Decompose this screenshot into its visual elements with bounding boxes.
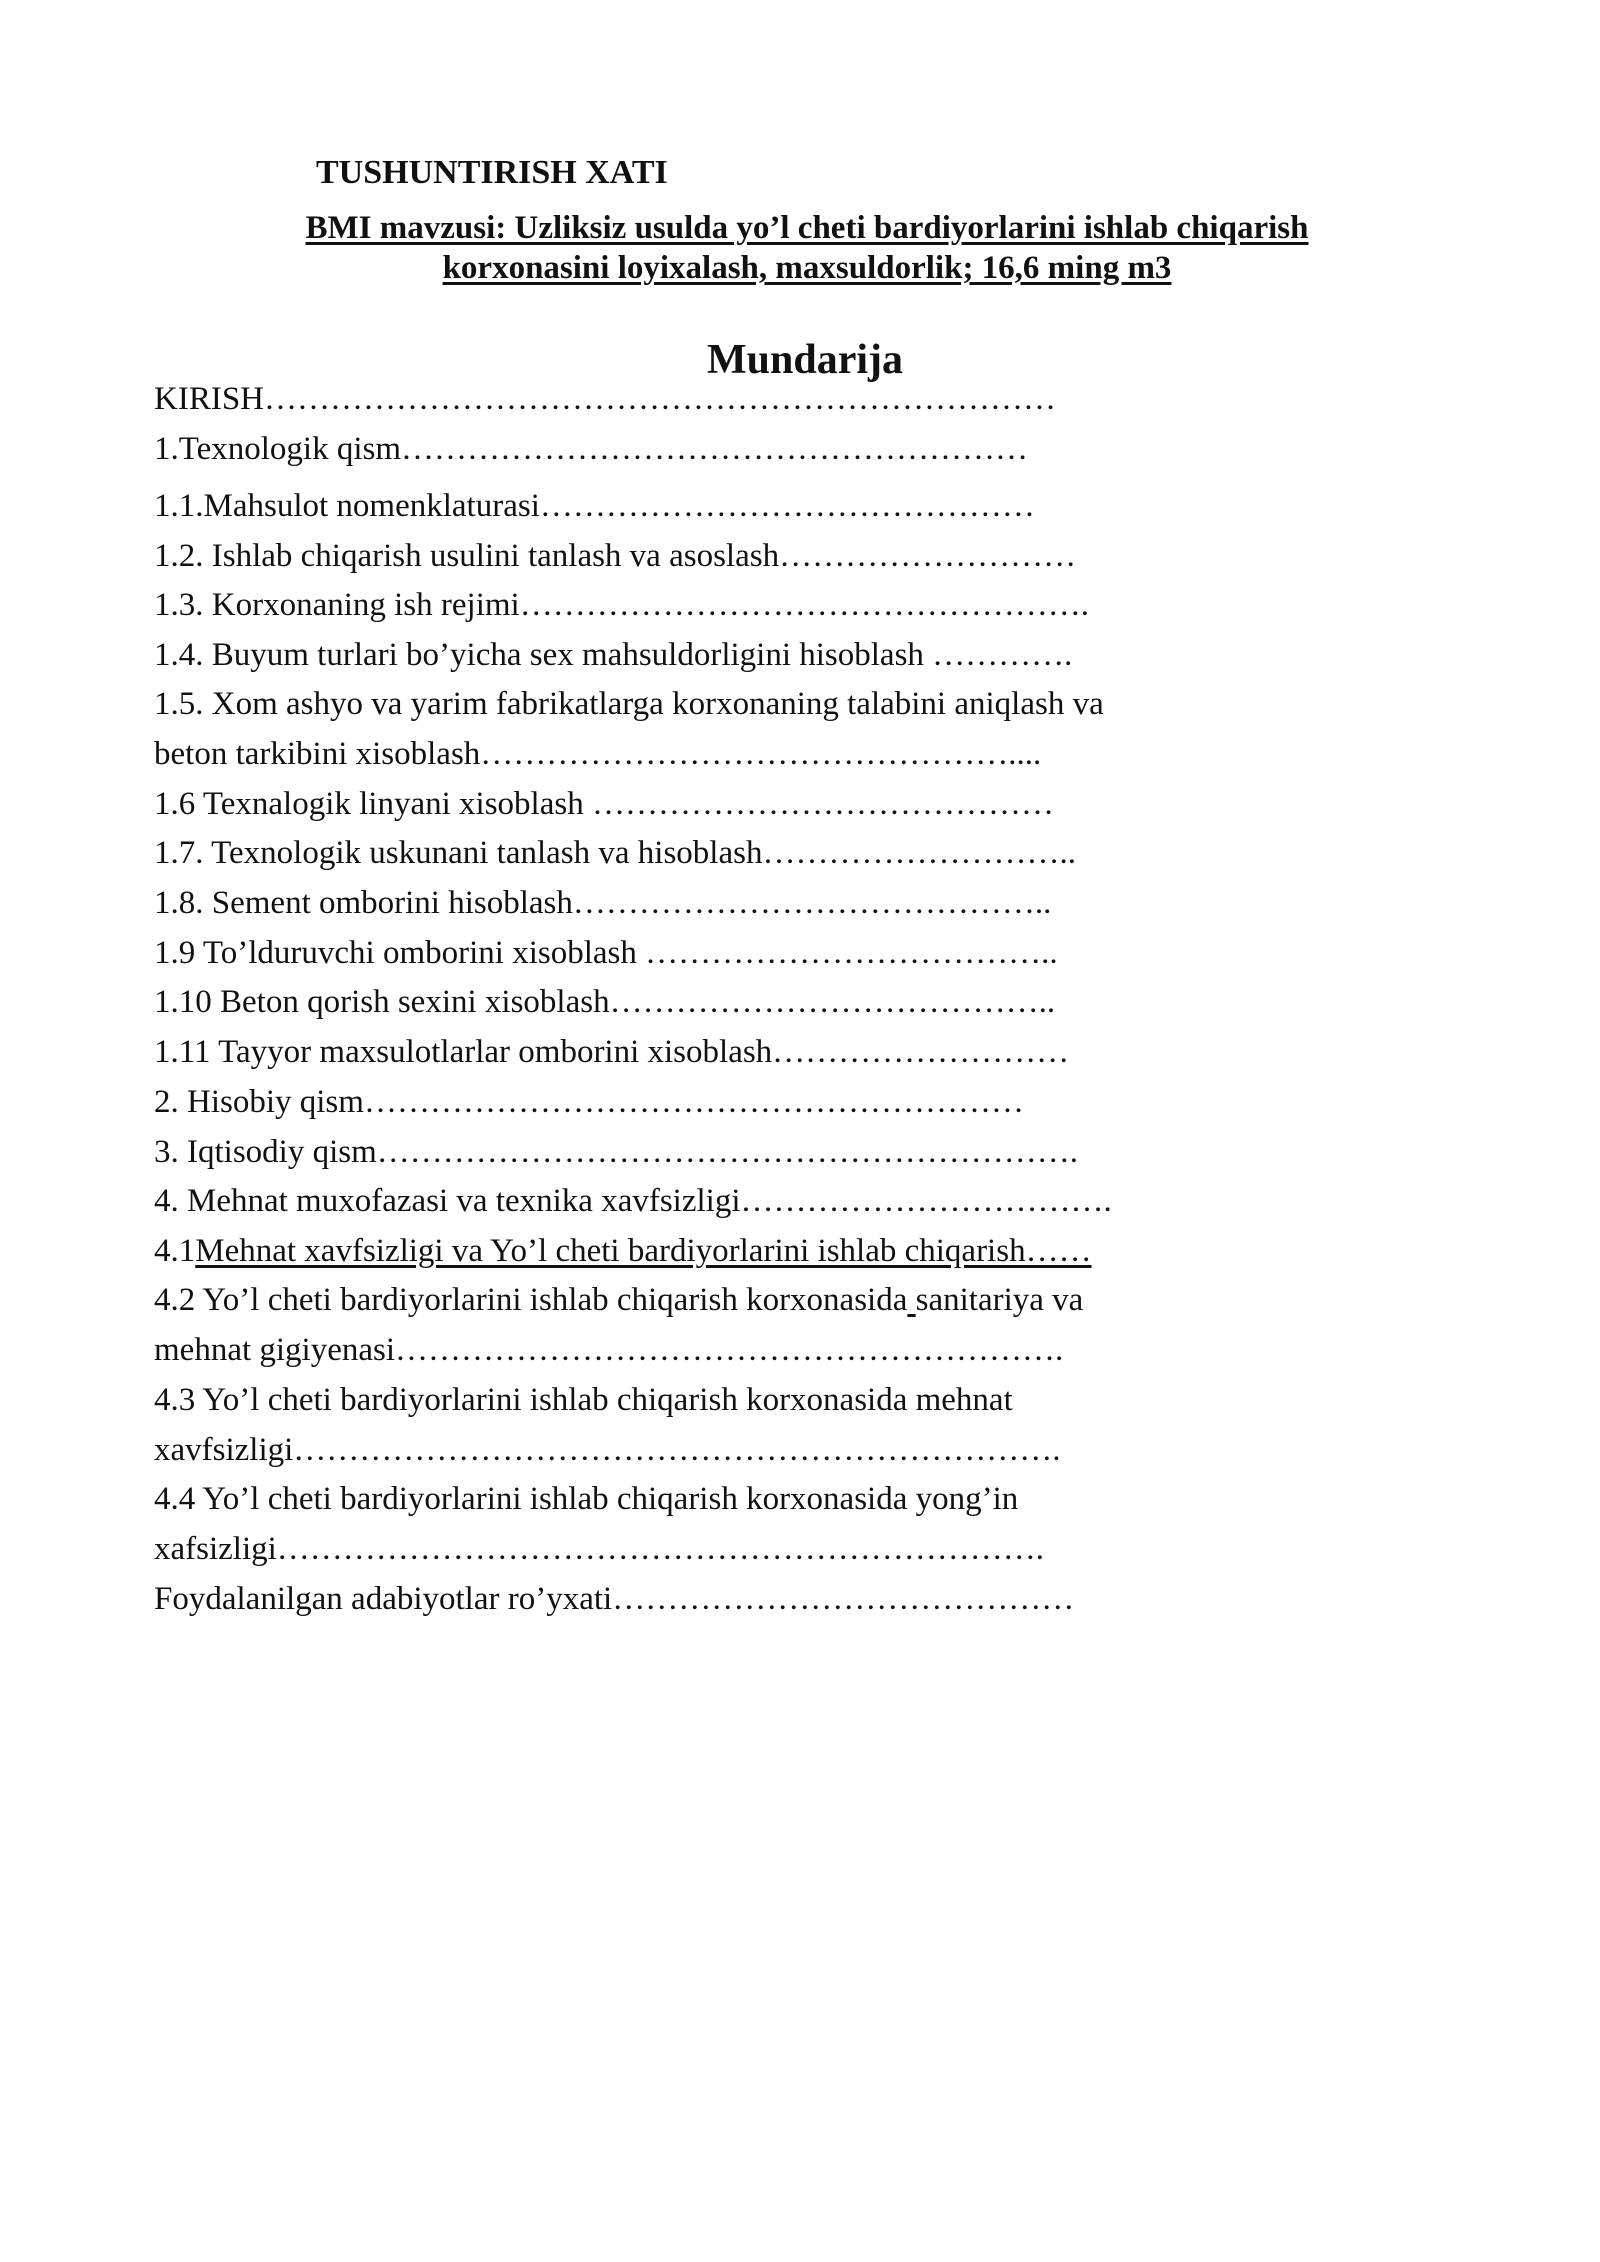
toc-entry-1-10: 1.10 Beton qorish sexini xisoblash………………………………….. (154, 984, 1056, 1020)
topic-text-2: korxonasini loyixalash, maxsuldorlik; 16,6 ming m3 (442, 250, 1172, 286)
toc-entry-4-2-underlined-space (907, 1282, 915, 1318)
toc-entry-4-4-line-2: xafsizligi……………………………………………………………. (154, 1531, 1045, 1567)
toc-entry-references: Foydalanilgan adabiyotlar ro’yxati…………………………………… (154, 1581, 1075, 1617)
document-title: TUSHUNTIRISH XATI (316, 154, 668, 191)
toc-entry-1-7: 1.7. Texnologik uskunani tanlash va hisoblash……………………….. (154, 835, 1076, 871)
topic-text-1: BMI mavzusi: Uzliksiz usulda yo’l cheti bardiyorlarini ishlab chiqarish (305, 210, 1309, 246)
toc-entry-1: 1.Texnologik qism………………………………………………… (154, 431, 1029, 467)
toc-entry-1-5-line-1: 1.5. Xom ashyo va yarim fabrikatlarga korxonaning talabini aniqlash va (154, 686, 1104, 722)
toc-entry-4-1 (154, 1229, 1092, 1273)
topic-line-2 (7, 246, 1600, 290)
toc-entry-4: 4. Mehnat muxofazasi va texnika xavfsizligi……………………………. (154, 1183, 1112, 1219)
toc-entry-4-2-text: 4.2 Yo’l cheti bardiyorlarini ishlab chiqarish korxonasida (154, 1282, 908, 1318)
toc-entry-4-3-line-2: xavfsizligi……………………………………………………………. (154, 1432, 1061, 1468)
toc-entry-1-8: 1.8. Sement omborini hisoblash…………………………………….. (154, 885, 1052, 921)
toc-entry-kirish: KIRISH……………………………………………………………… (154, 381, 1057, 417)
toc-heading: Mundarija (706, 337, 903, 383)
toc-entry-4-4-line-1: 4.4 Yo’l cheti bardiyorlarini ishlab chiqarish korxonasida yong’in (154, 1481, 1019, 1517)
toc-entry-1-1: 1.1.Mahsulot nomenklaturasi……………………………………… (154, 488, 1035, 524)
toc-entry-4-2-text-end: sanitariya va (915, 1282, 1084, 1318)
toc-entry-1-3: 1.3. Korxonaning ish rejimi……………………………………………. (154, 587, 1089, 623)
toc-entry-1-6: 1.6 Texnalogik linyani xisoblash …………………………………… (154, 786, 1054, 822)
toc-entry-1-5-line-2: beton tarkibini xisoblash………………………………………….... (154, 736, 1042, 772)
toc-entry-4-1-text: Mehnat xavfsizligi va Yo’l cheti bardiyorlarini ishlab chiqarish…… (195, 1233, 1092, 1269)
toc-entry-3: 3. Iqtisodiy qism………………………………………………………. (154, 1134, 1079, 1170)
toc-entry-1-4: 1.4. Buyum turlari bo’yicha sex mahsuldorligini hisoblash …………. (154, 637, 1073, 673)
topic-line-1 (7, 206, 1600, 250)
toc-entry-4-2-line-2: mehnat gigiyenasi……………………………………………………. (154, 1332, 1064, 1368)
toc-entry-1-11: 1.11 Tayyor maxsulotlarlar omborini xisoblash……………………… (154, 1034, 1070, 1070)
toc-entry-1-9: 1.9 To’lduruvchi omborini xisoblash ……………………………….. (154, 935, 1058, 971)
toc-entry-4-1-number: 4.1 (154, 1233, 196, 1269)
toc-entry-1-2: 1.2. Ishlab chiqarish usulini tanlash va asoslash……………………… (154, 538, 1077, 574)
toc-entry-2: 2. Hisobiy qism…………………………………………………… (154, 1084, 1024, 1120)
toc-entry-4-3-line-1: 4.3 Yo’l cheti bardiyorlarini ishlab chiqarish korxonasida mehnat (154, 1382, 1013, 1418)
toc-entry-4-2-line-1 (154, 1278, 1083, 1322)
